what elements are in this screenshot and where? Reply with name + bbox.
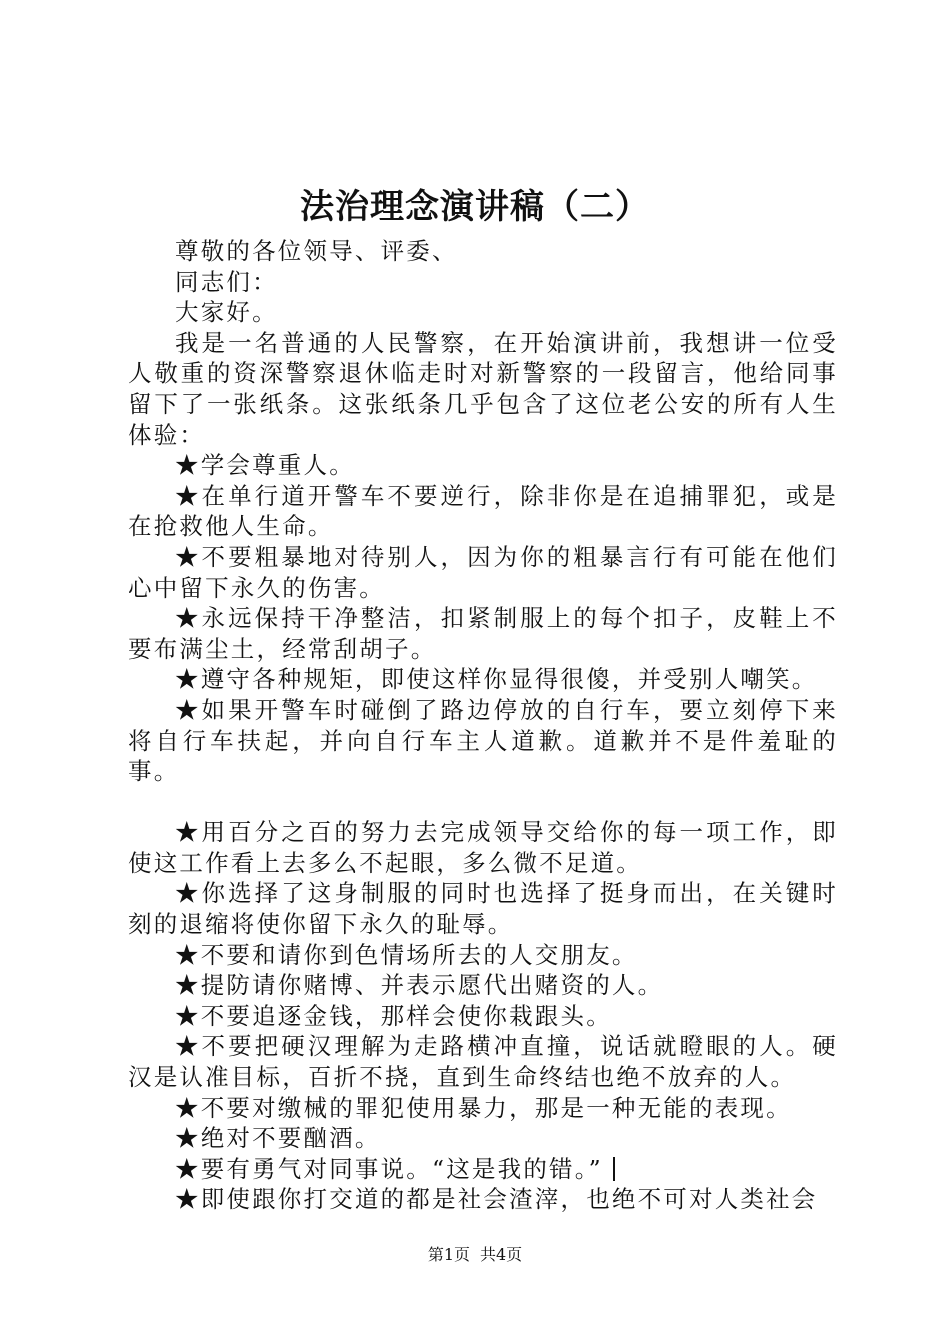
list-item: ★提防请你赌博、并表示愿代出赌资的人。: [175, 971, 664, 1000]
page-total: 共4页: [480, 1245, 523, 1264]
list-item: ★你选择了这身制服的同时也选择了挺身而出，在关键时刻的退缩将使你留下永久的耻辱。: [128, 879, 838, 939]
list-item: ★绝对不要酗酒。: [175, 1124, 381, 1153]
page-footer: [0, 1243, 950, 1267]
list-item-with-cursor[interactable]: [128, 1154, 838, 1185]
greeting: 大家好。: [175, 298, 278, 327]
blank-line: [128, 787, 838, 818]
text-cursor: [613, 1157, 615, 1181]
document-title: 法治理念演讲稿（二）: [300, 187, 650, 227]
document-body: [128, 236, 838, 1215]
list-item: ★即使跟你打交道的都是社会渣滓，也绝不可对人类社会: [175, 1185, 818, 1214]
list-item: ★永远保持干净整洁，扣紧制服上的每个扣子，皮鞋上不要布满尘土，经常刮胡子。: [128, 604, 838, 663]
list-item: ★不要追逐金钱，那样会使你栽跟头。: [175, 1001, 612, 1030]
list-item: ★不要对缴械的罪犯使用暴力，那是一种无能的表现。: [175, 1093, 792, 1122]
salutation-line-1: 尊敬的各位领导、评委、: [175, 237, 458, 265]
list-item-text: ★要有勇气对同事说。“这是我的错。”: [175, 1154, 603, 1183]
salutation-line-2: 同志们：: [175, 267, 278, 296]
intro-paragraph: 我是一名普通的人民警察，在开始演讲前，我想讲一位受人敬重的资深警察退休临走时对新警察的一段留言，他给同事留下了一张纸条。这张纸条几乎包含了这位老公安的所有人生体验：: [128, 328, 838, 449]
list-item: ★如果开警车时碰倒了路边停放的自行车，要立刻停下来将自行车扶起，并向自行车主人道歉。道歉并不是件羞耻的事。: [128, 695, 838, 786]
page-number: 第1页: [427, 1245, 470, 1264]
list-item: ★不要把硬汉理解为走路横冲直撞，说话就瞪眼的人。硬汉是认准目标，百折不挠，直到生命终结也绝不放弃的人。: [128, 1032, 838, 1092]
list-item: ★不要粗暴地对待别人，因为你的粗暴言行有可能在他们心中留下永久的伤害。: [128, 542, 838, 602]
list-item: ★在单行道开警车不要逆行，除非你是在追捕罪犯，或是在抢救他人生命。: [128, 481, 838, 541]
list-item: ★遵守各种规矩，即使这样你显得很傻，并受别人嘲笑。: [175, 665, 818, 694]
list-item: ★用百分之百的努力去完成领导交给你的每一项工作，即使这工作看上去多么不起眼，多么微不足道。: [128, 818, 838, 877]
list-item: ★不要和请你到色情场所去的人交朋友。: [175, 940, 638, 969]
list-item: ★学会尊重人。: [175, 451, 355, 480]
